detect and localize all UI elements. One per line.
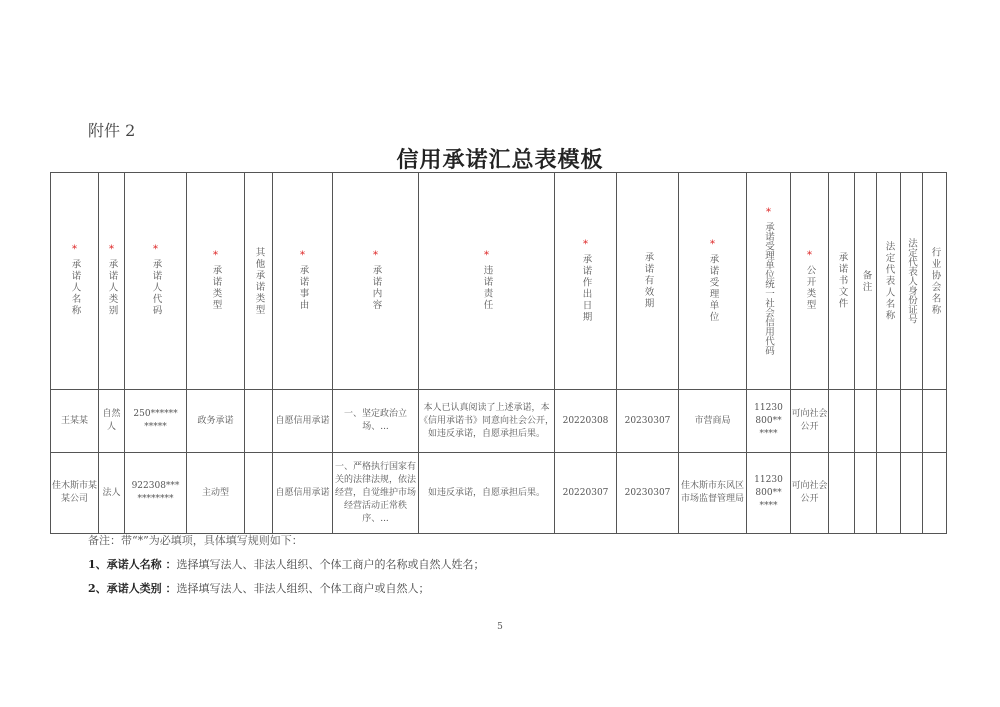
table-cell: 11230 800** **** — [747, 453, 791, 534]
table-cell: 一、坚定政治立场、... — [333, 390, 419, 453]
column-header-label: 承诺有效期 — [642, 252, 654, 310]
table-cell: 政务承诺 — [187, 390, 245, 453]
column-header-label: 法定代表人身份证号 — [906, 238, 917, 324]
required-mark: * — [72, 244, 77, 256]
column-header — [419, 173, 555, 390]
table-cell: 佳木斯市东风区市场监督管理局 — [679, 453, 747, 534]
table-cell: 自然人 — [99, 390, 125, 453]
table-row — [51, 390, 947, 453]
page-number: 5 — [497, 622, 503, 632]
table-cell: 可向社会公开 — [791, 390, 829, 453]
table-cell — [245, 453, 273, 534]
rule-text: 选择填写法人、非法人组织、个体工商户或自然人； — [176, 582, 430, 595]
table-cell — [245, 390, 273, 453]
table-cell — [901, 390, 923, 453]
column-header-label: 承诺书文件 — [836, 252, 848, 310]
table-cell: 20220308 — [555, 390, 617, 453]
required-mark: * — [583, 238, 588, 250]
column-header — [51, 173, 99, 390]
column-header — [187, 173, 245, 390]
table-cell — [829, 390, 855, 453]
column-header-label: 违诺责任 — [481, 265, 493, 311]
column-header-label: 承诺事由 — [297, 265, 309, 311]
rule-line-1 — [88, 556, 484, 572]
required-mark: * — [109, 244, 114, 256]
rule-line-2 — [88, 580, 429, 596]
note-text: 备注：带“*”为必填项，具体填写规则如下： — [88, 534, 303, 547]
required-mark: * — [373, 250, 378, 261]
table-cell — [829, 453, 855, 534]
table-cell: 11230 800** **** — [747, 390, 791, 453]
column-header — [125, 173, 187, 390]
column-header-label: 承诺作出日期 — [580, 253, 592, 323]
table-cell — [855, 390, 877, 453]
table-cell: 市营商局 — [679, 390, 747, 453]
required-mark: * — [300, 250, 305, 261]
column-header — [245, 173, 273, 390]
table-cell: 20230307 — [617, 390, 679, 453]
required-mark: * — [484, 250, 489, 261]
table-cell: 922308*** ******** — [125, 453, 187, 534]
column-header-label: 承诺受理单位 — [707, 253, 719, 323]
table-cell: 20220307 — [555, 453, 617, 534]
required-mark: * — [710, 238, 715, 250]
column-header-label: 备注 — [860, 269, 872, 293]
column-header-label: 法定代表人名称 — [883, 240, 895, 322]
table-cell: 20230307 — [617, 453, 679, 534]
table-cell — [877, 390, 901, 453]
column-header — [679, 173, 747, 390]
column-header — [877, 173, 901, 390]
column-header — [555, 173, 617, 390]
required-mark: * — [213, 250, 218, 261]
column-header-label: 承诺人代码 — [150, 259, 162, 317]
required-mark: * — [807, 250, 812, 261]
table-cell: 法人 — [99, 453, 125, 534]
column-header — [923, 173, 947, 390]
credit-commitment-table — [50, 172, 947, 534]
column-header — [617, 173, 679, 390]
column-header — [747, 173, 791, 390]
column-header — [901, 173, 923, 390]
table-cell: 一、严格执行国家有关的法律法规，依法经营，自觉维护市场经营活动正常秩序、... — [333, 453, 419, 534]
table-cell: 自愿信用承诺 — [273, 453, 333, 534]
table-cell: 主动型 — [187, 453, 245, 534]
column-header-label: 行业协会名称 — [929, 246, 941, 316]
table-cell — [923, 453, 947, 534]
column-header-label: 承诺人类别 — [106, 259, 118, 317]
column-header — [333, 173, 419, 390]
rule-heading: 1、承诺人名称 ： — [88, 558, 177, 571]
header-row — [51, 173, 947, 390]
column-header — [273, 173, 333, 390]
column-header — [99, 173, 125, 390]
table-row — [51, 453, 947, 534]
rule-text: 选择填写法人、非法人组织、个体工商户的名称或自然人姓名； — [176, 558, 485, 571]
table-cell: 可向社会公开 — [791, 453, 829, 534]
column-header-label: 承诺人名称 — [69, 259, 81, 317]
rule-heading: 2、承诺人类别 ： — [88, 582, 177, 595]
table-cell: 本人已认真阅读了上述承诺，本《信用承诺书》同意向社会公开，如违反承诺，自愿承担后果。 — [419, 390, 555, 453]
required-mark: * — [766, 206, 771, 218]
table-cell: 王某某 — [51, 390, 99, 453]
table-cell — [855, 453, 877, 534]
column-header-label: 其他承诺类型 — [253, 246, 265, 316]
column-header-label: 承诺内容 — [370, 265, 382, 311]
required-mark: * — [153, 244, 158, 256]
table-cell: 250****** ***** — [125, 390, 187, 453]
page-title: 信用承诺汇总表模板 — [396, 147, 604, 173]
table-cell — [877, 453, 901, 534]
column-header-label: 承诺类型 — [210, 265, 222, 311]
table-cell: 佳木斯市某某公司 — [51, 453, 99, 534]
column-header — [829, 173, 855, 390]
column-header-label: 公开类型 — [804, 265, 816, 311]
attachment-label: 附件 2 — [88, 121, 136, 140]
table-cell — [923, 390, 947, 453]
column-header-label: 承诺受理单位统一社会信用代码 — [763, 221, 774, 355]
table-cell — [901, 453, 923, 534]
table-cell: 自愿信用承诺 — [273, 390, 333, 453]
column-header — [855, 173, 877, 390]
column-header — [791, 173, 829, 390]
table-cell: 如违反承诺，自愿承担后果。 — [419, 453, 555, 534]
